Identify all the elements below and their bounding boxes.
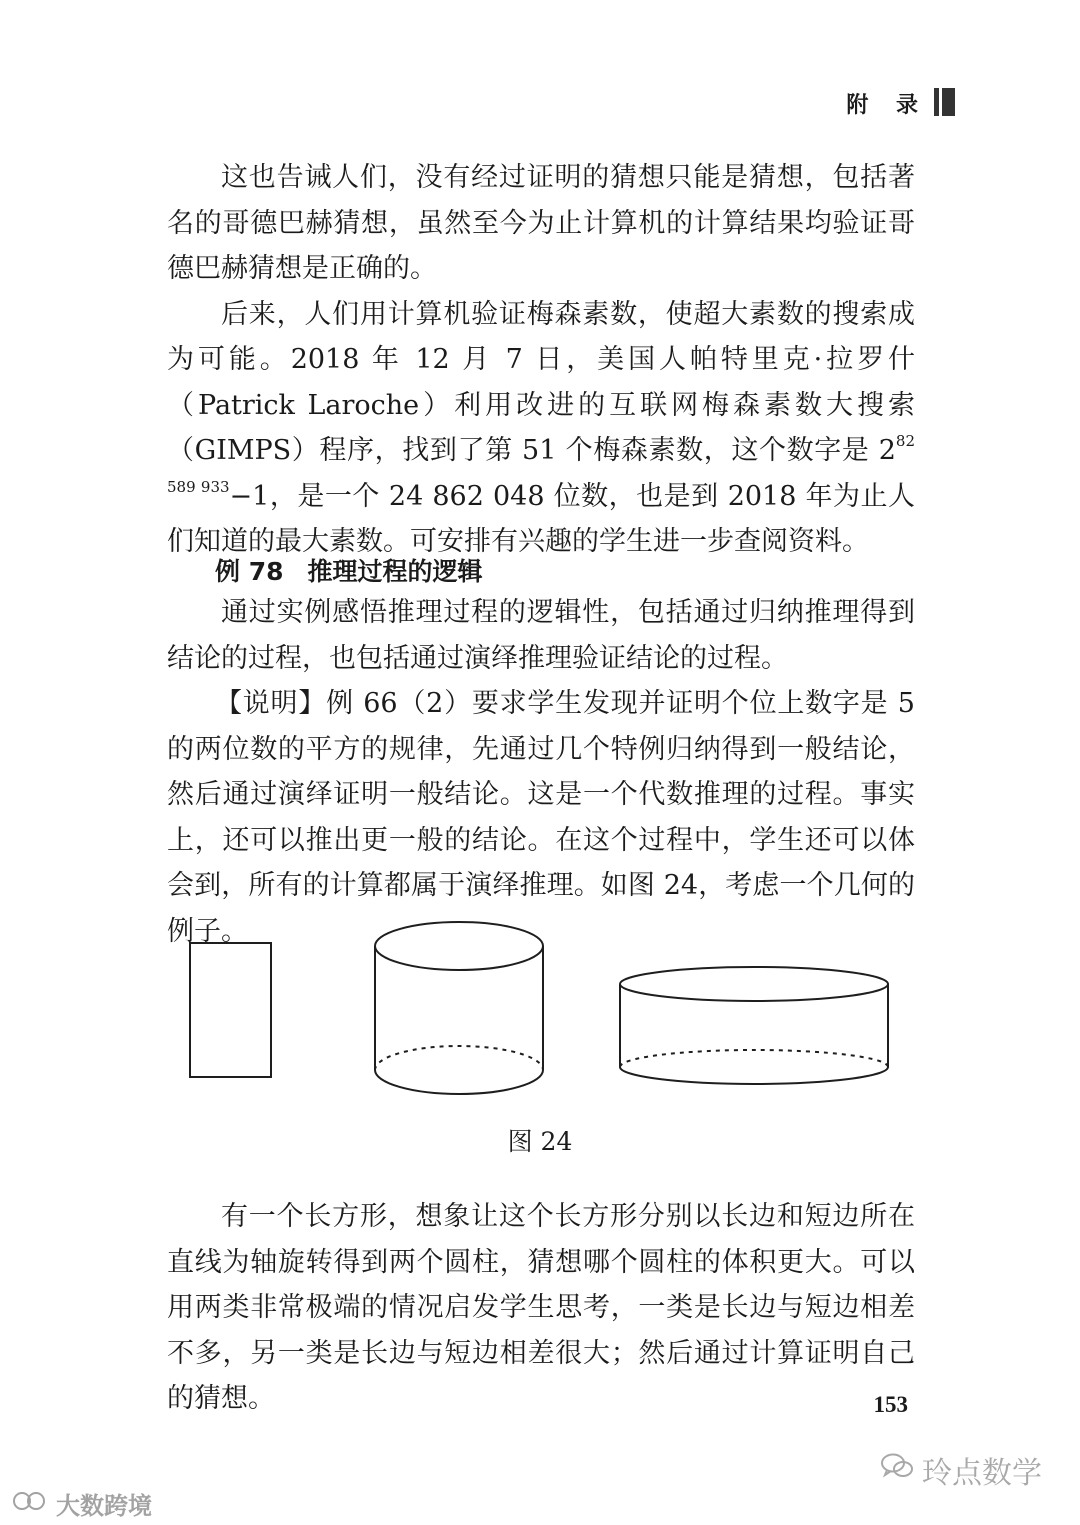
mersenne-lead-text: 后来，人们用计算机验证梅森素数，使超大素数的搜索成为可能。2018 年 12 月 7 日，美国人帕特里克·拉罗什（Patrick Laroche）利用改进的互联网梅森素数大搜索（GIMPS）程序，找到了第 51 个梅森素数，这个数字是 — [167, 298, 915, 466]
watermark-right-text: 玲点数学 — [922, 1456, 1042, 1491]
brand-logo-icon — [10, 1489, 50, 1519]
figure-wide-cylinder — [620, 967, 888, 1084]
figure-24-illustration — [0, 920, 1080, 1100]
paragraph-goldbach: 这也告诫人们，没有经过证明的猜想只能是猜想，包括著名的哥德巴赫猜想，虽然至今为止计算机的计算结果均验证哥德巴赫猜想是正确的。 — [167, 162, 915, 284]
bottom-text-block — [167, 1194, 915, 1422]
example-note — [167, 681, 915, 954]
example-heading — [215, 552, 483, 588]
mersenne-exponent: 82 589 933 — [167, 432, 915, 496]
example-intro: 通过实例感悟推理过程的逻辑性，包括通过归纳推理得到结论的过程，也包括通过演绎推理验证结论的过程。 — [167, 597, 915, 674]
example-title: 推理过程的逻辑 — [307, 557, 483, 586]
page-number: 153 — [873, 1392, 908, 1417]
watermark-right — [880, 1448, 1042, 1492]
wechat-icon — [880, 1452, 914, 1488]
header-bar-marker — [934, 88, 956, 116]
watermark-left — [10, 1486, 152, 1521]
figure-caption: 图 24 — [507, 1127, 573, 1156]
paragraph-cylinder-question: 有一个长方形，想象让这个长方形分别以长边和短边所在直线为轴旋转得到两个圆柱，猜想哪个圆柱的体积更大。可以用两类非常极端的情况启发学生思考，一类是长边与短边相差不多，另一类是长边与短边相差很大；然后通过计算证明自己的猜想。 — [167, 1201, 915, 1414]
figure-tall-cylinder — [375, 922, 543, 1094]
figure-rectangle — [190, 943, 271, 1077]
note-label: 【说明】 — [215, 688, 327, 719]
mersenne-minus-one: −1 — [229, 480, 270, 512]
top-text-block — [167, 155, 915, 565]
mersenne-base: 2 — [878, 435, 896, 466]
example-text-block — [167, 590, 915, 954]
watermark-left-text: 大数跨境 — [56, 1492, 152, 1520]
paragraph-mersenne — [167, 292, 915, 565]
note-text: 例 66（2）要求学生发现并证明个位上数字是 5 的两位数的平方的规律，先通过几个特例归纳得到一般结论，然后通过演绎证明一般结论。这是一个代数推理的过程。事实上，还可以推出更一般的结论。在这个过程中，学生还可以体会到，所有的计算都属于演绎推理。如图 24，考虑一个几何的例子。 — [167, 688, 915, 947]
example-number: 例 78 — [215, 557, 284, 586]
mersenne-tail-text: ，是一个 24 862 048 位数，也是到 2018 年为止人们知道的最大素数。可安排有兴趣的学生进一步查阅资料。 — [167, 480, 915, 557]
section-header: 附 录 — [846, 93, 928, 118]
